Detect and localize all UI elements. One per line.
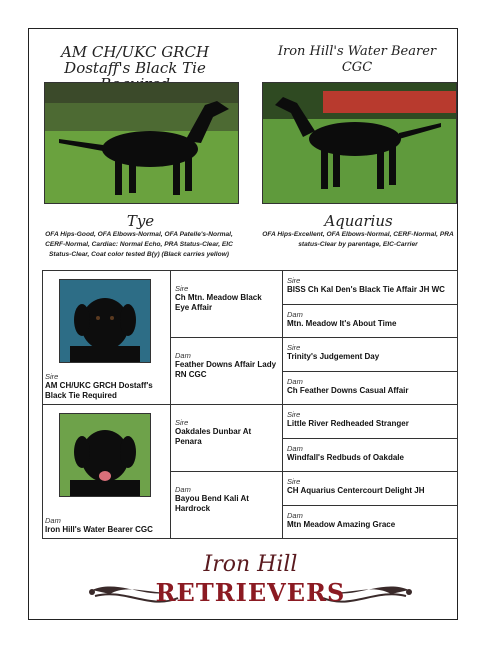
dam-health-clearances: OFA Hips-Excellent, OFA Elbows-Normal, CERF-Normal, PRA status-Clear by parentage, EIC-Carrier xyxy=(262,231,454,248)
pedigree-gen2-cell xyxy=(171,472,283,539)
pedigree-gen3-cell xyxy=(283,472,458,506)
pedigree-dam-role: Dam xyxy=(45,516,61,525)
pedigree-gen3-cell xyxy=(283,372,458,405)
pedigree-dam-name: Iron Hill's Water Bearer CGC xyxy=(45,525,153,534)
gen2-role: Sire xyxy=(175,418,189,427)
pedigree-gen3-cell xyxy=(283,439,458,472)
pedigree-dam-cell xyxy=(43,405,171,539)
gen3-role: Dam xyxy=(287,511,303,520)
gen3-name: Windfall's Redbuds of Oakdale xyxy=(287,453,404,462)
sire-photo xyxy=(44,82,239,204)
gen3-name: Mtn Meadow Amazing Grace xyxy=(287,520,396,529)
pedigree-table xyxy=(42,270,458,539)
gen3-role: Sire xyxy=(287,343,301,352)
gen3-name: CH Aquarius Centercourt Delight JH xyxy=(287,486,425,495)
gen2-name: Ch Mtn. Meadow Black Eye Affair xyxy=(175,293,262,312)
dam-call-name: Aquarius xyxy=(324,212,393,230)
sire-call-name: Tye xyxy=(126,212,155,230)
pedigree-gen3-cell xyxy=(283,305,458,338)
gen2-role: Dam xyxy=(175,485,191,494)
dam-title: Iron Hill's Water Bearer CGC xyxy=(277,44,437,75)
gen2-role: Dam xyxy=(175,351,191,360)
gen3-role: Dam xyxy=(287,377,303,386)
pedigree-sire-role: Sire xyxy=(45,372,59,381)
gen3-name: BISS Ch Kal Den's Black Tie Affair JH WC xyxy=(287,285,445,294)
pedigree-gen2-cell xyxy=(171,338,283,405)
pedigree-gen2-cell xyxy=(171,271,283,338)
gen3-name: Mtn. Meadow It's About Time xyxy=(287,319,397,328)
gen3-name: Ch Feather Downs Casual Affair xyxy=(287,386,409,395)
gen2-name: Bayou Bend Kali At Hardrock xyxy=(175,494,249,513)
sire-title-line2: Dostaff's Black Tie xyxy=(64,59,206,77)
sire-health-clearances: OFA Hips-Good, OFA Elbows-Normal, OFA Patelle's-Normal, CERF-Normal, Cardiac: Normal Echo, PRA Status-Clear, EIC Status-Clear, Coat color tested B(y) (Black carries yellow) xyxy=(45,231,233,258)
gen3-role: Sire xyxy=(287,410,301,419)
logo-iron-hill: Iron Hill xyxy=(203,552,298,577)
gen3-name: Trinity's Judgement Day xyxy=(287,352,380,361)
pedigree-gen3-cell xyxy=(283,271,458,305)
pedigree-gen3-cell xyxy=(283,405,458,439)
pedigree-gen2-cell xyxy=(171,405,283,472)
gen2-name: Feather Downs Affair Lady RN CGC xyxy=(175,360,277,379)
pedigree-gen3-cell xyxy=(283,338,458,372)
sire-title-line1: AM CH/UKC GRCH xyxy=(60,43,210,61)
pedigree-sire-name: AM CH/UKC GRCH Dostaff's Black Tie Required xyxy=(45,381,153,400)
gen2-role: Sire xyxy=(175,284,189,293)
gen3-name: Little River Redheaded Stranger xyxy=(287,419,409,428)
pedigree-sire-cell xyxy=(43,271,171,405)
dam-photo xyxy=(262,82,457,204)
pedigree-gen3-cell xyxy=(283,506,458,539)
gen3-role: Dam xyxy=(287,444,303,453)
dam-headshot xyxy=(59,413,151,497)
logo-retrievers: RETRIEVERS xyxy=(155,578,346,607)
sire-headshot xyxy=(59,279,151,363)
gen3-role: Sire xyxy=(287,276,301,285)
gen3-role: Sire xyxy=(287,477,301,486)
gen2-name: Oakdales Dunbar At Penara xyxy=(175,427,252,446)
gen3-role: Dam xyxy=(287,310,303,319)
